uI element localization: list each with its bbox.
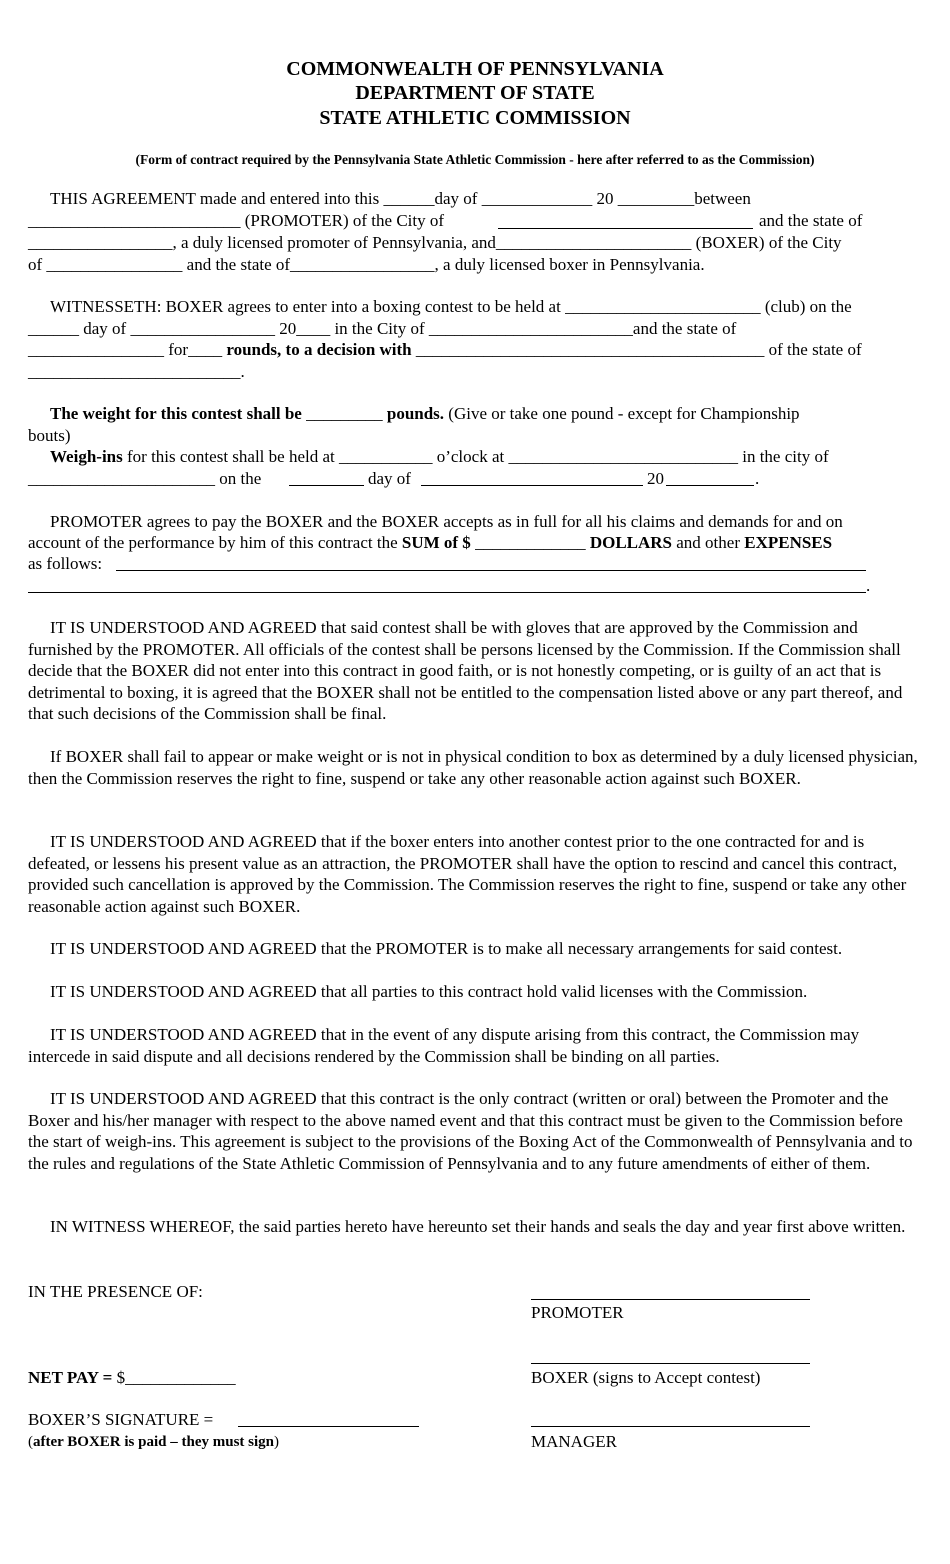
expenses-end: . xyxy=(866,576,871,595)
manager-label: MANAGER xyxy=(531,1432,617,1451)
payment-line-3: as follows: xyxy=(28,554,103,573)
weighin-period: . xyxy=(755,469,760,488)
weighin-bold: Weigh-ins xyxy=(50,447,123,466)
weight-line-1 xyxy=(28,403,800,424)
payment-line-2a: account of the performance by him of this contract the xyxy=(28,533,398,552)
header-line-2: DEPARTMENT OF STATE xyxy=(355,82,595,104)
weight-line-2: bouts) xyxy=(28,426,71,445)
weight-bold-2: pounds. xyxy=(386,404,445,423)
payment-sum-blank: _____________ xyxy=(475,533,586,552)
weighin-dayof: day of xyxy=(368,469,411,488)
weight-blank: _________ xyxy=(306,404,383,423)
boxer-label: BOXER (signs to Accept contest) xyxy=(531,1368,761,1387)
weight-bold-1: The weight for this contest shall be xyxy=(50,404,302,423)
payment-expenses: EXPENSES xyxy=(744,533,833,552)
form-note: (Form of contract required by the Pennsylvania State Athletic Commission - here after referred to as the Commission) xyxy=(135,152,815,167)
net-pay-label: NET PAY = xyxy=(28,1368,113,1387)
clause-dispute: IT IS UNDERSTOOD AND AGREED that in the event of any dispute arising from this contract, the Commission may intercede in said dispute and all decisions rendered by the Commission shall be binding on all parties. xyxy=(28,1025,860,1066)
agreement-line-1: THIS AGREEMENT made and entered into this ______day of _____________ 20 _________between xyxy=(50,189,751,208)
payment-line-2c: and other xyxy=(676,533,740,552)
payment-sum: SUM of $ xyxy=(401,533,471,552)
payment-line-2 xyxy=(28,532,832,553)
weighin-year-blank xyxy=(666,485,754,486)
weighin-date-line: ______________________ on the xyxy=(28,469,262,488)
presence-label: IN THE PRESENCE OF: xyxy=(28,1282,203,1301)
witness-line-2: ______ day of _________________ 20____ in the City of ________________________and the state of xyxy=(28,319,737,338)
weighin-month-blank xyxy=(421,485,643,486)
header-line-1: COMMONWEALTH OF PENNSYLVANIA xyxy=(286,58,664,80)
net-pay-row xyxy=(28,1367,236,1388)
agreement-line-4: of ________________ and the state of_________________, a duly licensed boxer in Pennsylvania. xyxy=(28,255,705,274)
expenses-blank-1 xyxy=(116,570,866,571)
after-paid-text: after BOXER is paid – they must sign xyxy=(33,1434,274,1450)
promoter-signature-line xyxy=(531,1299,810,1300)
after-paid-open: ( xyxy=(28,1434,33,1450)
manager-signature-line xyxy=(531,1426,810,1427)
weighin-line xyxy=(28,446,829,467)
agreement-line-2-end: and the state of xyxy=(759,211,863,230)
header-line-3: STATE ATHLETIC COMMISSION xyxy=(319,107,631,129)
witness-line-3a: ________________ for____ xyxy=(28,340,223,359)
clause-fail-appear: If BOXER shall fail to appear or make weight or is not in physical condition to box as determined by a duly licensed physician, then the Commission reserves the right to fine, suspend or take any other reasonable action against such BOXER. xyxy=(28,747,918,788)
witness-line-3c: _________________________________________ of the state of xyxy=(415,340,862,359)
weight-rest-1: (Give or take one pound - except for Championship xyxy=(448,404,800,423)
agreement-line-2: _________________________ (PROMOTER) of the City of xyxy=(28,211,445,230)
promoter-label: PROMOTER xyxy=(531,1303,624,1322)
after-paid-close: ) xyxy=(274,1434,279,1450)
clause-other-contest: IT IS UNDERSTOOD AND AGREED that if the boxer enters into another contest prior to the one contracted for and is defeated, or lessens his present value as an attraction, the PROMOTER shall have the option to rescind and cancel this contract, provided such cancellation is approved by the Commission. The Commission reserves the right to fine, suspend or take any other reasonable action against such BOXER. xyxy=(28,832,907,916)
weighin-day-blank xyxy=(289,485,364,486)
agreement-line-3: _________________, a duly licensed promoter of Pennsylvania, and_______________________ (BOXER) of the City xyxy=(28,233,842,252)
boxer-signature-label: BOXER’S SIGNATURE = xyxy=(28,1410,214,1429)
clause-gloves: IT IS UNDERSTOOD AND AGREED that said contest shall be with gloves that are approved by the Commission and furnished by the PROMOTER. All officials of the contest shall be persons licensed by the Commission. If the Commission shall decide that the BOXER did not enter into this contract in good faith, or is not honestly competing, or is guilty of an act that is detrimental to boxing, it is agreed that the BOXER shall not be entitled to the compensation listed above or any part thereof, and that such decisions of the Commission shall be final. xyxy=(28,618,903,724)
weighin-rest: for this contest shall be held at ___________ o’clock at ___________________________ in the city of xyxy=(127,447,829,466)
witness-line-1: WITNESSETH: BOXER agrees to enter into a boxing contest to be held at _______________________ (club) on the xyxy=(50,297,852,316)
clause-only-contract: IT IS UNDERSTOOD AND AGREED that this contract is the only contract (written or oral) between the Promoter and the Boxer and his/her manager with respect to the above named event and that this contract must be given to the Commission before the start of weigh-ins. This agreement is subject to the provisions of the Boxing Act of the Commonwealth of Pennsylvania and to the rules and regulations of the State Athletic Commission of Pennsylvania and to any future amendments of either of them. xyxy=(28,1089,913,1173)
weighin-year-label: 20 xyxy=(647,469,664,488)
promoter-city-blank xyxy=(498,228,753,229)
clause-in-witness: IN WITNESS WHEREOF, the said parties hereto have hereunto set their hands and seals the day and year first above written. xyxy=(50,1217,906,1236)
boxer-signature-line xyxy=(531,1363,810,1364)
witness-line-3 xyxy=(28,339,862,360)
clause-arrangements: IT IS UNDERSTOOD AND AGREED that the PROMOTER is to make all necessary arrangements for said contest. xyxy=(50,939,843,958)
after-paid-note xyxy=(28,1432,279,1453)
expenses-blank-2 xyxy=(28,592,866,593)
payment-line-1: PROMOTER agrees to pay the BOXER and the BOXER accepts as in full for all his claims and demands for and on xyxy=(50,512,843,531)
net-pay-value: $_____________ xyxy=(116,1368,236,1387)
witness-line-4: _________________________. xyxy=(28,362,245,381)
boxer-paid-signature-line xyxy=(238,1426,419,1427)
clause-licenses: IT IS UNDERSTOOD AND AGREED that all parties to this contract hold valid licenses with the Commission. xyxy=(50,982,808,1001)
witness-rounds-bold: rounds, to a decision with xyxy=(226,340,412,359)
payment-dollars: DOLLARS xyxy=(589,533,672,552)
